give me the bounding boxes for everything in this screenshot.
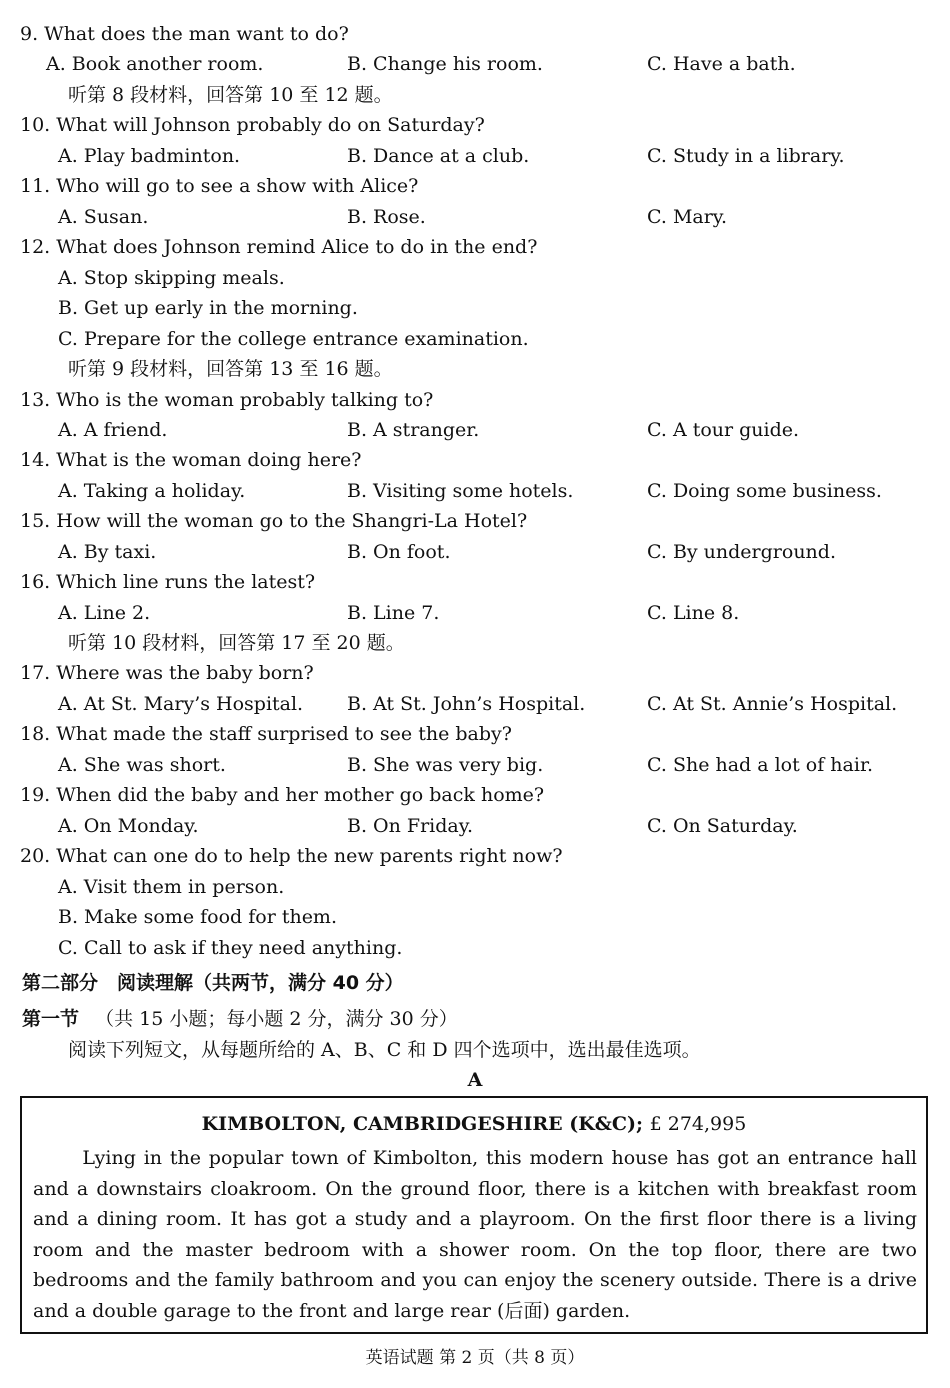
- listening-instruction-10: 听第 10 段材料，回答第 17 至 20 题。: [68, 632, 405, 654]
- option-11c: C. Mary.: [647, 206, 728, 228]
- passage-title: [22, 1112, 926, 1136]
- option-18a: A. She was short.: [58, 754, 226, 776]
- option-17c: C. At St. Annie’s Hospital.: [647, 693, 898, 715]
- passage-title-text: KIMBOLTON, CAMBRIDGESHIRE (K&C);: [201, 1113, 643, 1135]
- passage-text: Lying in the popular town of Kimbolton, this modern house has got an entrance hall and a downstairs cloakroom. On the ground floor, there is a kitchen with breakfast room and a dining room. It has got a study and a playroom. On the first floor there is a living room and the master bedroom with a shower room. On the top floor, there are two bedrooms and the family bathroom and you can enjoy the scenery outside. There is a drive and a double garage to the front and large rear (后面) garden.: [33, 1147, 917, 1322]
- question-14: 14. What is the woman doing here?: [20, 449, 362, 471]
- option-13a: A. A friend.: [58, 419, 168, 441]
- option-19a: A. On Monday.: [58, 815, 199, 837]
- question-19: 19. When did the baby and her mother go back home?: [20, 784, 545, 806]
- option-14a: A. Taking a holiday.: [58, 480, 246, 502]
- option-14c: C. Doing some business.: [647, 480, 882, 502]
- option-15a: A. By taxi.: [58, 541, 157, 563]
- option-11a: A. Susan.: [58, 206, 149, 228]
- option-15c: C. By underground.: [647, 541, 836, 563]
- question-11: 11. Who will go to see a show with Alice?: [20, 175, 419, 197]
- section1-label: 第一节: [22, 1008, 80, 1030]
- question-15: 15. How will the woman go to the Shangri-La Hotel?: [20, 510, 528, 532]
- option-9c: C. Have a bath.: [647, 53, 796, 75]
- question-9: 9. What does the man want to do?: [20, 23, 349, 45]
- option-16c: C. Line 8.: [647, 602, 740, 624]
- option-17b: B. At St. John’s Hospital.: [347, 693, 586, 715]
- question-17: 17. Where was the baby born?: [20, 662, 314, 684]
- option-9b: B. Change his room.: [347, 53, 543, 75]
- option-15b: B. On foot.: [347, 541, 451, 563]
- question-20: 20. What can one do to help the new parents right now?: [20, 845, 563, 867]
- option-12c: C. Prepare for the college entrance examination.: [58, 328, 529, 350]
- listening-instruction-9: 听第 9 段材料，回答第 13 至 16 题。: [68, 358, 393, 380]
- option-16a: A. Line 2.: [58, 602, 151, 624]
- option-20a: A. Visit them in person.: [58, 876, 285, 898]
- option-10a: A. Play badminton.: [58, 145, 241, 167]
- option-13b: B. A stranger.: [347, 419, 480, 441]
- question-18: 18. What made the staff surprised to see the baby?: [20, 723, 512, 745]
- option-11b: B. Rose.: [347, 206, 426, 228]
- option-18c: C. She had a lot of hair.: [647, 754, 873, 776]
- option-19b: B. On Friday.: [347, 815, 473, 837]
- passage-price: £ 274,995: [649, 1113, 747, 1135]
- option-13c: C. A tour guide.: [647, 419, 800, 441]
- option-20c: C. Call to ask if they need anything.: [58, 937, 403, 959]
- passage-letter: A: [467, 1069, 483, 1091]
- option-10c: C. Study in a library.: [647, 145, 845, 167]
- reading-instruction: 阅读下列短文，从每题所给的 A、B、C 和 D 四个选项中，选出最佳选项。: [68, 1039, 701, 1061]
- question-10: 10. What will Johnson probably do on Saturday?: [20, 114, 485, 136]
- option-9a: A. Book another room.: [46, 53, 264, 75]
- question-16: 16. Which line runs the latest?: [20, 571, 316, 593]
- option-18b: B. She was very big.: [347, 754, 544, 776]
- question-12: 12. What does Johnson remind Alice to do in the end?: [20, 236, 538, 258]
- option-12b: B. Get up early in the morning.: [58, 297, 358, 319]
- option-20b: B. Make some food for them.: [58, 906, 337, 928]
- listening-instruction-8: 听第 8 段材料，回答第 10 至 12 题。: [68, 84, 393, 106]
- page-footer: 英语试题 第 2 页（共 8 页）: [365, 1348, 585, 1368]
- question-13: 13. Who is the woman probably talking to?: [20, 389, 434, 411]
- section1-heading: [22, 1008, 458, 1030]
- passage-box: [20, 1096, 928, 1334]
- option-16b: B. Line 7.: [347, 602, 440, 624]
- option-10b: B. Dance at a club.: [347, 145, 530, 167]
- section1-detail: （共 15 小题；每小题 2 分，满分 30 分）: [95, 1008, 458, 1030]
- part2-heading: 第二部分 阅读理解（共两节，满分 40 分）: [22, 972, 404, 994]
- option-17a: A. At St. Mary’s Hospital.: [58, 693, 304, 715]
- option-19c: C. On Saturday.: [647, 815, 798, 837]
- option-12a: A. Stop skipping meals.: [58, 267, 285, 289]
- option-14b: B. Visiting some hotels.: [347, 480, 574, 502]
